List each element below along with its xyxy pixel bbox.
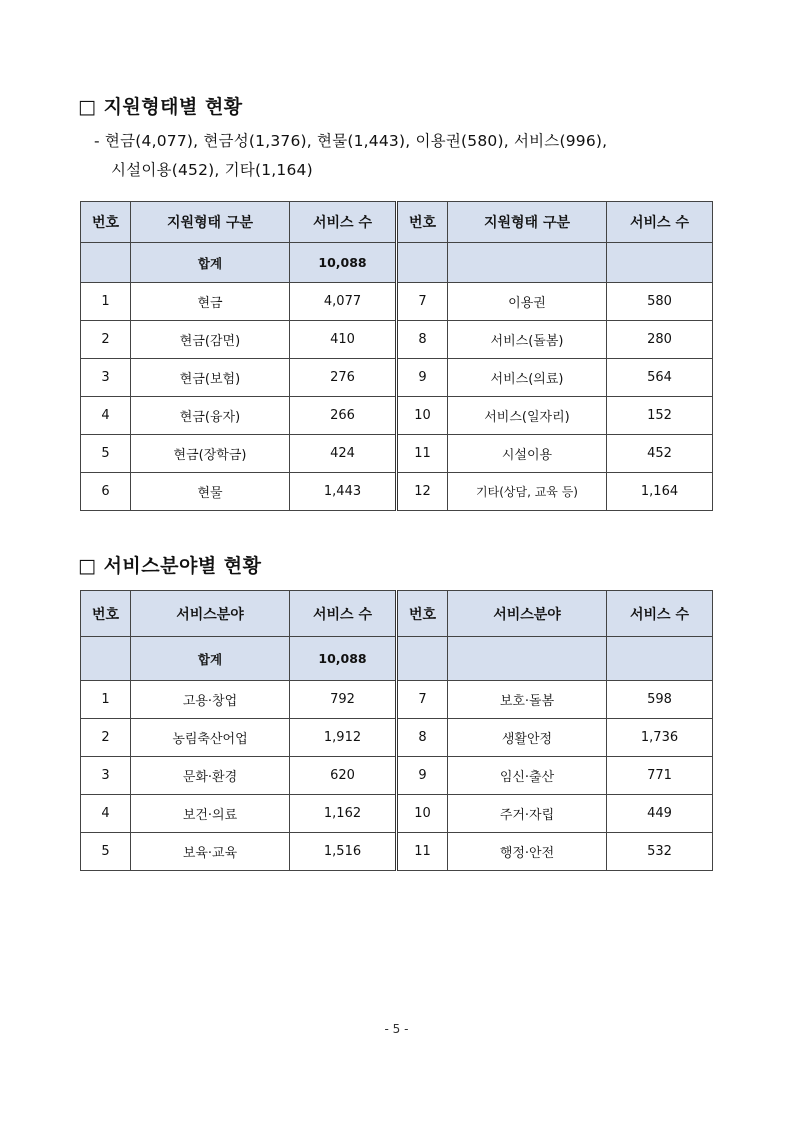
table-row: [81, 681, 713, 719]
col-header-type: 지원형태 구분: [131, 202, 290, 243]
col-header-number: 번호: [397, 591, 448, 637]
page-number: - 5 -: [384, 1022, 409, 1036]
row-count: 424: [290, 435, 397, 473]
row-count: 532: [607, 833, 713, 871]
row-category: 서비스(의료): [448, 359, 607, 397]
row-number: 11: [397, 833, 448, 871]
row-category: 현물: [131, 473, 290, 511]
row-number: 1: [81, 681, 131, 719]
row-category: 현금(융자): [131, 397, 290, 435]
row-number: 1: [81, 283, 131, 321]
row-count: 771: [607, 757, 713, 795]
row-count: 580: [607, 283, 713, 321]
row-count: 266: [290, 397, 397, 435]
table-header-row: [81, 202, 713, 243]
row-number: 2: [81, 719, 131, 757]
section1-heading: □ 지원형태별 현황: [78, 96, 243, 118]
col-header-number: 번호: [81, 591, 131, 637]
total-empty-cell: [81, 243, 131, 283]
total-empty-cell: [607, 243, 713, 283]
row-field: 보건·의료: [131, 795, 290, 833]
row-field: 농림축산어업: [131, 719, 290, 757]
row-field: 임신·출산: [448, 757, 607, 795]
total-empty-cell: [397, 637, 448, 681]
table-row: [81, 321, 713, 359]
table-header-row: [81, 591, 713, 637]
col-header-number: 번호: [397, 202, 448, 243]
table-row: [81, 283, 713, 321]
table-row: [81, 359, 713, 397]
row-field: 행정·안전: [448, 833, 607, 871]
row-count: 1,443: [290, 473, 397, 511]
row-number: 4: [81, 795, 131, 833]
row-field: 주거·자립: [448, 795, 607, 833]
total-value: 10,088: [290, 243, 397, 283]
row-category: 시설이용: [448, 435, 607, 473]
row-category: 현금(장학금): [131, 435, 290, 473]
table-row: [81, 719, 713, 757]
row-number: 9: [397, 359, 448, 397]
row-number: 11: [397, 435, 448, 473]
row-category: 현금(감면): [131, 321, 290, 359]
row-number: 8: [397, 321, 448, 359]
row-count: 449: [607, 795, 713, 833]
row-category: 기타(상담, 교육 등): [448, 473, 607, 511]
row-category: 현금: [131, 283, 290, 321]
row-count: 620: [290, 757, 397, 795]
row-number: 12: [397, 473, 448, 511]
row-number: 6: [81, 473, 131, 511]
row-number: 10: [397, 397, 448, 435]
row-count: 1,516: [290, 833, 397, 871]
total-empty-cell: [448, 637, 607, 681]
total-value: 10,088: [290, 637, 397, 681]
total-empty-cell: [448, 243, 607, 283]
row-number: 7: [397, 283, 448, 321]
row-count: 792: [290, 681, 397, 719]
row-count: 4,077: [290, 283, 397, 321]
total-label: 합계: [131, 243, 290, 283]
row-field: 생활안정: [448, 719, 607, 757]
col-header-field: 서비스분야: [448, 591, 607, 637]
row-count: 1,162: [290, 795, 397, 833]
row-field: 보호·돌봄: [448, 681, 607, 719]
row-number: 5: [81, 833, 131, 871]
col-header-count: 서비스 수: [607, 591, 713, 637]
row-field: 보육·교육: [131, 833, 290, 871]
row-count: 152: [607, 397, 713, 435]
total-empty-cell: [81, 637, 131, 681]
table-row: [81, 757, 713, 795]
row-field: 문화·환경: [131, 757, 290, 795]
row-number: 5: [81, 435, 131, 473]
row-number: 3: [81, 757, 131, 795]
row-category: 현금(보험): [131, 359, 290, 397]
row-number: 8: [397, 719, 448, 757]
row-count: 1,736: [607, 719, 713, 757]
table-row: [81, 795, 713, 833]
table-row: [81, 833, 713, 871]
total-empty-cell: [607, 637, 713, 681]
row-field: 고용·창업: [131, 681, 290, 719]
total-label: 합계: [131, 637, 290, 681]
support-type-table: [80, 201, 713, 511]
col-header-count: 서비스 수: [290, 202, 397, 243]
row-number: 2: [81, 321, 131, 359]
total-empty-cell: [397, 243, 448, 283]
row-category: 서비스(돌봄): [448, 321, 607, 359]
row-count: 598: [607, 681, 713, 719]
total-row: [81, 637, 713, 681]
table-row: [81, 397, 713, 435]
row-number: 9: [397, 757, 448, 795]
col-header-count: 서비스 수: [290, 591, 397, 637]
total-row: [81, 243, 713, 283]
row-count: 276: [290, 359, 397, 397]
row-number: 3: [81, 359, 131, 397]
table-row: [81, 473, 713, 511]
row-number: 10: [397, 795, 448, 833]
row-count: 564: [607, 359, 713, 397]
col-header-type: 지원형태 구분: [448, 202, 607, 243]
col-header-count: 서비스 수: [607, 202, 713, 243]
row-category: 이용권: [448, 283, 607, 321]
col-header-number: 번호: [81, 202, 131, 243]
row-count: 1,164: [607, 473, 713, 511]
section2-heading: □ 서비스분야별 현황: [78, 555, 262, 577]
table-row: [81, 435, 713, 473]
row-count: 280: [607, 321, 713, 359]
row-number: 7: [397, 681, 448, 719]
service-field-table: [80, 590, 713, 871]
summary-line-2: 시설이용(452), 기타(1,164): [111, 161, 313, 179]
row-number: 4: [81, 397, 131, 435]
col-header-field: 서비스분야: [131, 591, 290, 637]
row-count: 1,912: [290, 719, 397, 757]
section1-summary: [94, 127, 607, 185]
row-count: 452: [607, 435, 713, 473]
row-count: 410: [290, 321, 397, 359]
row-category: 서비스(일자리): [448, 397, 607, 435]
summary-line-1: - 현금(4,077), 현금성(1,376), 현물(1,443), 이용권(580), 서비스(996),: [94, 132, 608, 150]
